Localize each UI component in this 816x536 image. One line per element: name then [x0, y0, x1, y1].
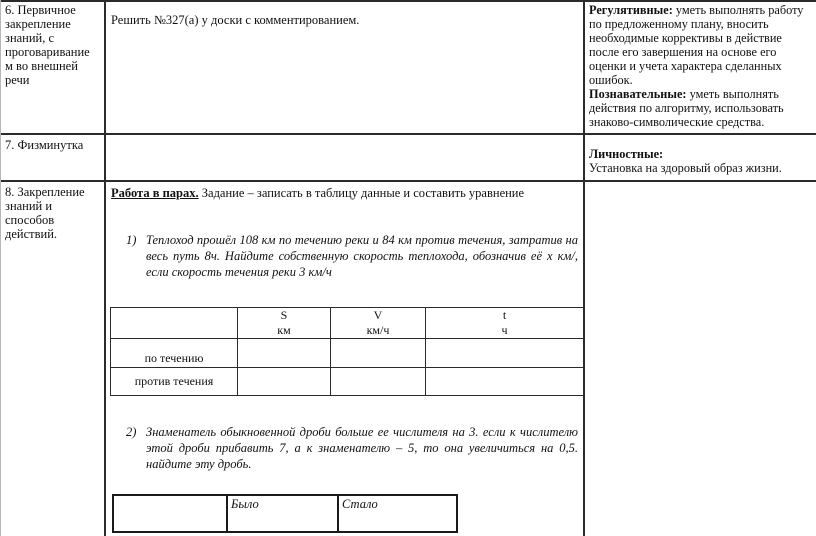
- regulative-paragraph: [589, 3, 813, 87]
- motion-table-row-upstream: против течения: [111, 368, 238, 396]
- personal-text: Установка на здоровый образ жизни.: [589, 161, 782, 176]
- fraction-table-header-after: Стало: [338, 495, 457, 532]
- motion-table-corner-cell: [111, 308, 238, 339]
- motion-table-header-t: [426, 308, 584, 339]
- stage-cell-7: 7. Физминутка: [5, 138, 84, 152]
- v-symbol: V: [373, 308, 383, 323]
- table-border-top: [0, 0, 816, 2]
- page-left-edge: [0, 0, 1, 536]
- fraction-table-corner-cell: [113, 495, 227, 532]
- downstream-t-cell: [426, 339, 584, 368]
- personal-label: Личностные:: [589, 147, 664, 161]
- motion-table: [110, 307, 584, 396]
- uud-cell-7: [589, 147, 813, 175]
- cognitive-paragraph: [589, 87, 813, 129]
- regulative-label: Регулятивные:: [589, 3, 673, 17]
- row-divider-6-7: [0, 133, 816, 135]
- downstream-s-cell: [238, 339, 331, 368]
- task-intro-line: [111, 186, 581, 201]
- motion-table-header-s: [238, 308, 331, 339]
- activity-cell-6: Решить №327(а) у доски с комментированием.: [111, 13, 360, 27]
- problem-1-number: 1): [126, 233, 137, 247]
- motion-table-header-v: [331, 308, 426, 339]
- upstream-v-cell: [331, 368, 426, 396]
- stage-cell-8: 8. Закрепление знаний и способов действий.: [5, 185, 85, 241]
- work-format-label: Работа в парах.: [111, 186, 199, 200]
- t-symbol: t: [502, 308, 507, 323]
- cognitive-text: уметь выполнять действия по алгоритму, использовать знаково-символические средства.: [589, 87, 784, 130]
- regulative-text: уметь выполнять работу по предложенному плану, вносить необходимые коррективы в действие после его завершения на основе его оценки и учета характера сделанных ошибок.: [589, 3, 804, 88]
- upstream-s-cell: [238, 368, 331, 396]
- t-unit: ч: [501, 323, 508, 337]
- column-divider-content-uud: [583, 0, 585, 536]
- task-intro-text: Задание – записать в таблицу данные и составить уравнение: [201, 186, 525, 200]
- fraction-table-header-before: Было: [227, 495, 338, 532]
- upstream-t-cell: [426, 368, 584, 396]
- s-unit: км: [277, 323, 291, 337]
- problem-2: [126, 424, 578, 472]
- problem-1-text: Теплоход прошёл 108 км по течению реки и 84 км против течения, затратив на весь путь 8ч. Найдите собственную скорость теплохода, обозначив её х км/, если скорость течения реки 3 км/ч: [146, 233, 578, 279]
- row-divider-7-8: [0, 180, 816, 182]
- v-unit: км/ч: [366, 323, 390, 337]
- motion-table-row-downstream: по течению: [111, 339, 238, 368]
- cognitive-label: Познавательные:: [589, 87, 687, 102]
- fraction-table: [112, 494, 458, 533]
- uud-cell-6: [589, 3, 813, 129]
- problem-2-number: 2): [126, 425, 137, 439]
- problem-1: [126, 232, 578, 280]
- stage-cell-6: 6. Первичное закрепление знаний, с проговариванием во внешней речи: [5, 3, 90, 87]
- s-symbol: S: [280, 308, 288, 323]
- downstream-v-cell: [331, 339, 426, 368]
- problem-2-text: Знаменатель обыкновенной дроби больше ее числителя на 3. если к числителю этой дроби прибавить 7, а к знаменателю – 5, то она увеличиться на 0,5. найдите эту дробь.: [146, 425, 578, 471]
- column-divider-stage-content: [104, 0, 106, 536]
